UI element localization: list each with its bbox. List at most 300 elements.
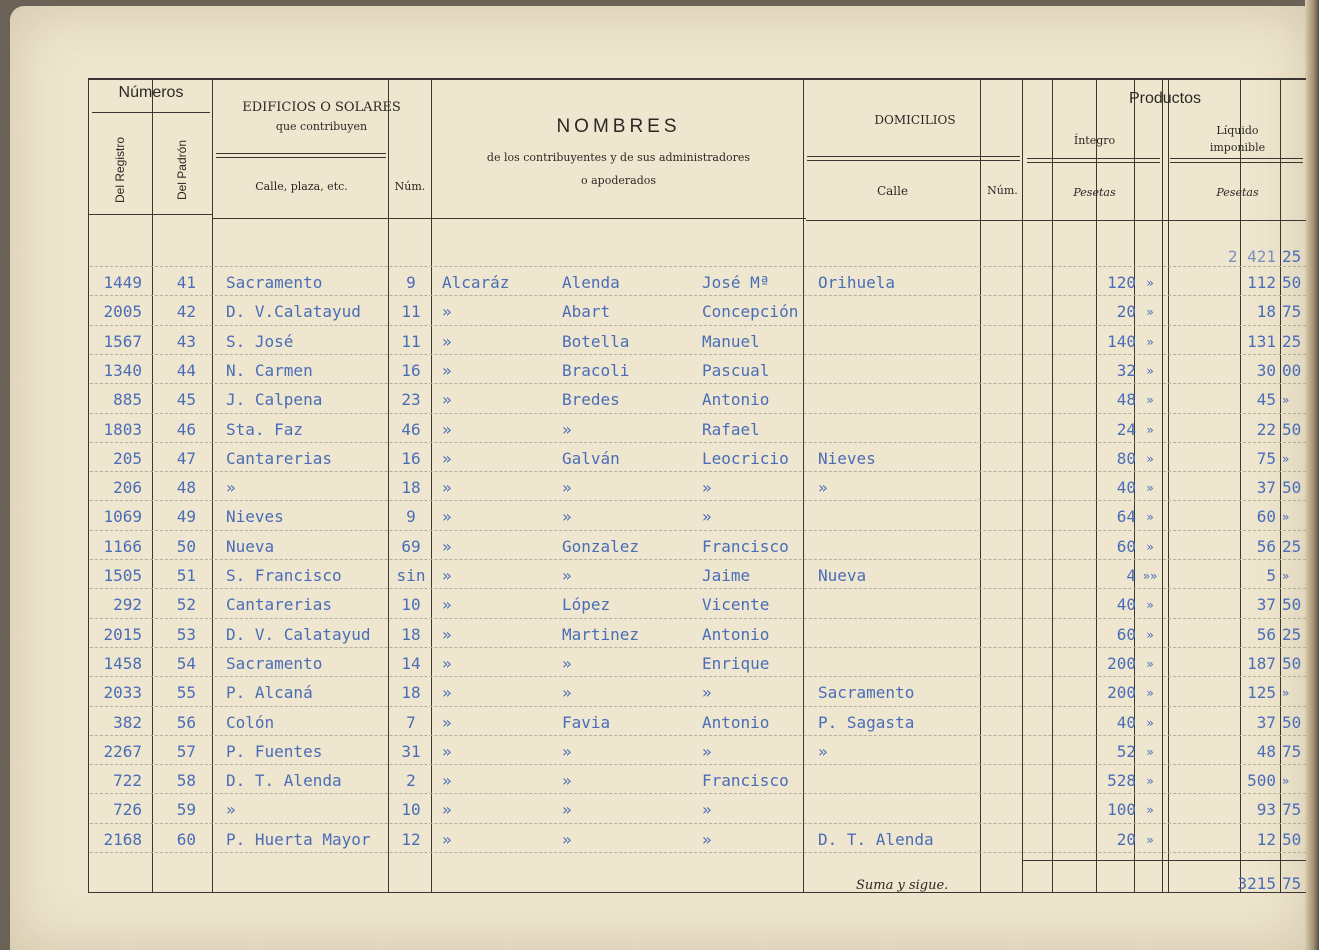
integro-pesetas: 120 xyxy=(1107,273,1136,292)
header-nombres: NOMBRES xyxy=(556,116,681,137)
header-edificios: EDIFICIOS O SOLARES xyxy=(242,100,401,115)
liquido-centimos: » xyxy=(1282,451,1290,466)
street-name: Sta. Faz xyxy=(226,419,304,439)
domicile-street: D. T. Alenda xyxy=(818,829,934,849)
header-num: Núm. xyxy=(394,180,426,193)
rule-line xyxy=(90,442,1306,443)
surname-first: » xyxy=(442,536,452,556)
registro-number: 1069 xyxy=(103,507,142,527)
rule-line xyxy=(90,647,1306,648)
street-name: N. Carmen xyxy=(226,360,313,380)
header-del-registro: Del Registro xyxy=(113,136,127,204)
header-del-padron: Del Padrón xyxy=(175,139,189,201)
padron-number: 50 xyxy=(176,536,196,556)
integro-pesetas: 64 xyxy=(1116,507,1136,527)
given-name: Francisco xyxy=(702,771,789,791)
given-name: Manuel xyxy=(702,331,760,351)
liquido-pesetas: 93 xyxy=(1256,800,1276,820)
rule-line xyxy=(807,160,1020,161)
surname-first: » xyxy=(442,566,452,585)
carry-over-pesetas: 2 421 xyxy=(1227,247,1276,266)
rule-line xyxy=(1052,78,1053,893)
given-name: » xyxy=(702,829,712,849)
integro-pesetas: 32 xyxy=(1116,360,1136,380)
surname-first: » xyxy=(442,331,452,351)
street-number: 7 xyxy=(406,712,416,732)
surname-first: » xyxy=(442,419,452,439)
liquido-centimos: » xyxy=(1282,510,1290,525)
registro-number: 206 xyxy=(113,478,142,498)
street-name: Nueva xyxy=(226,536,275,556)
header-dom-calle: Calle xyxy=(876,184,909,198)
rule-line xyxy=(90,823,1306,824)
surname-second: Favia xyxy=(562,712,611,732)
liquido-centimos: 50 xyxy=(1282,595,1302,615)
registro-number: 2015 xyxy=(103,624,142,644)
integro-centimos: » xyxy=(1146,832,1154,847)
integro-pesetas: 20 xyxy=(1116,302,1136,322)
street-number: 16 xyxy=(401,448,421,468)
street-number: 11 xyxy=(401,302,421,322)
surname-second: » xyxy=(562,566,572,585)
rule-line xyxy=(90,618,1306,619)
rule-line xyxy=(216,153,386,154)
surname-second: » xyxy=(562,507,572,527)
liquido-pesetas: 45 xyxy=(1256,390,1276,410)
domicile-street: P. Sagasta xyxy=(818,712,915,732)
liquido-pesetas: 12 xyxy=(1256,829,1276,849)
street-number: 46 xyxy=(401,419,421,439)
rule-line xyxy=(1280,78,1281,893)
rule-line xyxy=(431,78,432,893)
integro-centimos: » xyxy=(1146,715,1154,730)
rule-line xyxy=(1027,158,1160,159)
rule-line xyxy=(212,78,213,893)
given-name: Leocricio xyxy=(702,448,789,468)
padron-number: 57 xyxy=(176,741,196,761)
surname-first: » xyxy=(442,800,452,820)
integro-centimos: » xyxy=(1146,451,1154,466)
given-name: » xyxy=(702,683,712,703)
rule-line xyxy=(152,78,153,893)
given-name: » xyxy=(702,507,712,527)
integro-centimos: » xyxy=(1146,774,1154,789)
surname-second: Botella xyxy=(562,331,630,351)
registro-number: 2033 xyxy=(103,683,142,703)
integro-centimos: » xyxy=(1146,422,1154,437)
liquido-pesetas: 37 xyxy=(1256,712,1276,732)
total-centimos: 75 xyxy=(1282,874,1302,893)
liquido-pesetas: 30 xyxy=(1256,360,1276,380)
rule-line xyxy=(1170,162,1303,163)
padron-number: 52 xyxy=(176,595,196,615)
rule-line xyxy=(1170,158,1303,159)
rule-line xyxy=(90,735,1306,736)
surname-first: » xyxy=(442,360,452,380)
surname-second: » xyxy=(562,800,572,820)
registro-number: 1166 xyxy=(103,536,142,556)
street-number: 10 xyxy=(401,595,421,615)
street-name: P. Huerta Mayor xyxy=(226,829,371,849)
liquido-centimos: 25 xyxy=(1282,536,1302,556)
given-name: Pascual xyxy=(702,360,770,380)
padron-number: 51 xyxy=(176,566,196,585)
padron-number: 54 xyxy=(176,653,196,673)
header-dom-num: Núm. xyxy=(987,184,1018,197)
rule-line xyxy=(92,112,210,113)
registro-number: 722 xyxy=(113,771,142,791)
surname-second: » xyxy=(562,829,572,849)
integro-pesetas: 24 xyxy=(1116,419,1136,439)
rule-line xyxy=(90,295,1306,296)
integro-centimos: » xyxy=(1146,393,1154,408)
surname-first: » xyxy=(442,683,452,703)
integro-pesetas: 200 xyxy=(1107,653,1136,673)
header-integro: Íntegro xyxy=(1073,134,1116,147)
integro-pesetas: 100 xyxy=(1107,800,1136,820)
rule-line xyxy=(1027,162,1160,163)
domicile-street: Sacramento xyxy=(818,683,915,703)
liquido-centimos: » xyxy=(1282,686,1290,701)
integro-centimos: » xyxy=(1146,334,1154,349)
rule-line xyxy=(980,78,981,893)
padron-number: 41 xyxy=(176,273,196,292)
surname-first: » xyxy=(442,653,452,673)
integro-pesetas: 4 xyxy=(1126,566,1136,585)
liquido-centimos: 00 xyxy=(1282,360,1302,380)
integro-pesetas: 48 xyxy=(1116,390,1136,410)
padron-number: 43 xyxy=(176,331,196,351)
integro-centimos: » xyxy=(1146,539,1154,554)
street-number: 69 xyxy=(401,536,421,556)
given-name: José Mª xyxy=(702,273,770,292)
street-name: D. V.Calatayud xyxy=(226,302,361,322)
integro-centimos: » xyxy=(1146,686,1154,701)
given-name: Antonio xyxy=(702,624,770,644)
liquido-centimos: » xyxy=(1282,393,1290,408)
liquido-centimos: 50 xyxy=(1282,419,1302,439)
street-number: 11 xyxy=(401,331,421,351)
rule-line xyxy=(1162,78,1163,893)
liquido-centimos: 75 xyxy=(1282,302,1302,322)
street-name: S. José xyxy=(226,331,294,351)
given-name: Antonio xyxy=(702,390,770,410)
given-name: Jaime xyxy=(702,566,751,585)
liquido-pesetas: 500 xyxy=(1247,771,1276,791)
padron-number: 44 xyxy=(176,360,196,380)
given-name: Rafael xyxy=(702,419,760,439)
registro-number: 1505 xyxy=(103,566,142,585)
header-domicilios: DOMICILIOS xyxy=(874,113,956,127)
street-name: P. Alcaná xyxy=(226,683,313,703)
registro-number: 205 xyxy=(113,448,142,468)
street-number: 18 xyxy=(401,683,421,703)
surname-first: » xyxy=(442,478,452,498)
domicile-street: » xyxy=(818,478,828,498)
rule-line xyxy=(90,588,1306,589)
street-number: 10 xyxy=(401,800,421,820)
registro-number: 2267 xyxy=(103,741,142,761)
registro-number: 2168 xyxy=(103,829,142,849)
surname-second: Martinez xyxy=(562,624,640,644)
liquido-pesetas: 60 xyxy=(1256,507,1276,527)
street-name: » xyxy=(226,800,236,820)
padron-number: 48 xyxy=(176,478,196,498)
rule-line xyxy=(388,78,389,893)
integro-centimos: » xyxy=(1146,305,1154,320)
rule-line xyxy=(90,852,1306,853)
padron-number: 45 xyxy=(176,390,196,410)
suma-y-sigue: Suma y sigue. xyxy=(856,878,949,893)
integro-centimos: » xyxy=(1146,510,1154,525)
liquido-pesetas: 112 xyxy=(1247,273,1276,292)
street-name: » xyxy=(226,478,236,498)
surname-first: » xyxy=(442,741,452,761)
padron-number: 49 xyxy=(176,507,196,527)
surname-second: Bracoli xyxy=(562,360,630,380)
liquido-pesetas: 18 xyxy=(1256,302,1276,322)
surname-second: » xyxy=(562,653,572,673)
liquido-pesetas: 56 xyxy=(1256,624,1276,644)
registro-number: 382 xyxy=(113,712,142,732)
integro-pesetas: 40 xyxy=(1116,478,1136,498)
rule-line xyxy=(90,676,1306,677)
registro-number: 292 xyxy=(113,595,142,615)
registro-number: 885 xyxy=(113,390,142,410)
integro-centimos: » xyxy=(1146,481,1154,496)
liquido-centimos: 75 xyxy=(1282,800,1302,820)
integro-pesetas: 528 xyxy=(1107,771,1136,791)
liquido-pesetas: 187 xyxy=(1247,653,1276,673)
surname-first: » xyxy=(442,624,452,644)
street-number: 18 xyxy=(401,478,421,498)
rule-line xyxy=(216,157,386,158)
header-productos: Productos xyxy=(1128,90,1202,107)
padron-number: 42 xyxy=(176,302,196,322)
domicile-street: Nieves xyxy=(818,448,876,468)
integro-centimos: » xyxy=(1146,656,1154,671)
surname-first: » xyxy=(442,771,452,791)
surname-second: » xyxy=(562,771,572,791)
book-binding xyxy=(1305,0,1319,950)
rule-line xyxy=(1168,78,1169,893)
integro-centimos: »» xyxy=(1142,569,1158,583)
rule-line xyxy=(88,214,213,215)
padron-number: 60 xyxy=(176,829,196,849)
header-imponible: imponible xyxy=(1209,141,1266,154)
street-number: 2 xyxy=(406,771,416,791)
rule-line xyxy=(807,156,1020,157)
header-edificios-sub: que contribuyen xyxy=(275,120,368,133)
rule-line xyxy=(90,559,1306,560)
integro-pesetas: 60 xyxy=(1116,536,1136,556)
street-name: Cantarerias xyxy=(226,448,332,468)
surname-second: » xyxy=(562,419,572,439)
liquido-centimos: » xyxy=(1282,569,1290,583)
street-name: Colón xyxy=(226,712,275,732)
rule-line xyxy=(90,793,1306,794)
liquido-centimos: » xyxy=(1282,774,1290,789)
padron-number: 55 xyxy=(176,683,196,703)
surname-second: » xyxy=(562,478,572,498)
liquido-pesetas: 37 xyxy=(1256,478,1276,498)
rule-line xyxy=(90,471,1306,472)
liquido-centimos: 50 xyxy=(1282,653,1302,673)
street-number: 31 xyxy=(401,741,421,761)
integro-centimos: » xyxy=(1146,598,1154,613)
padron-number: 46 xyxy=(176,419,196,439)
given-name: Francisco xyxy=(702,536,789,556)
given-name: » xyxy=(702,478,712,498)
registro-number: 1340 xyxy=(103,360,142,380)
liquido-centimos: 75 xyxy=(1282,741,1302,761)
rule-line xyxy=(90,530,1306,531)
street-number: 18 xyxy=(401,624,421,644)
street-name: Sacramento xyxy=(226,273,323,292)
rule-line xyxy=(90,325,1306,326)
padron-number: 59 xyxy=(176,800,196,820)
registro-number: 1449 xyxy=(103,273,142,292)
liquido-centimos: 25 xyxy=(1282,624,1302,644)
padron-number: 53 xyxy=(176,624,196,644)
liquido-centimos: 25 xyxy=(1282,331,1302,351)
integro-pesetas: 60 xyxy=(1116,624,1136,644)
surname-second: » xyxy=(562,741,572,761)
rule-line xyxy=(90,706,1306,707)
registro-number: 1458 xyxy=(103,653,142,673)
integro-pesetas: 140 xyxy=(1107,331,1136,351)
rule-line xyxy=(88,78,89,893)
surname-second: Alenda xyxy=(562,273,620,292)
surname-first: » xyxy=(442,302,452,322)
rule-line xyxy=(1022,860,1306,861)
surname-second: Abart xyxy=(562,302,611,322)
header-pesetas-integro: Pesetas xyxy=(1073,186,1116,199)
total-pesetas: 3215 xyxy=(1237,874,1276,893)
surname-second: López xyxy=(562,595,611,615)
header-nombres-sub1: de los contribuyentes y de sus administradores xyxy=(486,151,751,164)
surname-second: Bredes xyxy=(562,390,620,410)
surname-first: » xyxy=(442,390,452,410)
integro-pesetas: 80 xyxy=(1116,448,1136,468)
rule-line xyxy=(88,78,1306,80)
liquido-centimos: 50 xyxy=(1282,478,1302,498)
header-liquido: Líquido xyxy=(1216,124,1259,137)
rule-line xyxy=(90,383,1306,384)
rule-line xyxy=(90,413,1306,414)
street-name: J. Calpena xyxy=(226,390,323,410)
liquido-pesetas: 75 xyxy=(1256,448,1276,468)
street-name: S. Francisco xyxy=(226,566,342,585)
street-name: Nieves xyxy=(226,507,284,527)
surname-first: » xyxy=(442,829,452,849)
street-name: D. T. Alenda xyxy=(226,771,342,791)
liquido-centimos: 50 xyxy=(1282,273,1302,292)
liquido-centimos: 50 xyxy=(1282,712,1302,732)
integro-centimos: » xyxy=(1146,276,1154,290)
integro-pesetas: 200 xyxy=(1107,683,1136,703)
rule-line xyxy=(1022,78,1023,893)
integro-centimos: » xyxy=(1146,363,1154,378)
registro-number: 726 xyxy=(113,800,142,820)
registro-number: 2005 xyxy=(103,302,142,322)
given-name: Vicente xyxy=(702,595,770,615)
liquido-centimos: 50 xyxy=(1282,829,1302,849)
carry-over-centimos: 25 xyxy=(1282,247,1302,266)
surname-second: Galván xyxy=(562,448,620,468)
surname-second: Gonzalez xyxy=(562,536,640,556)
padron-number: 56 xyxy=(176,712,196,732)
street-name: Cantarerias xyxy=(226,595,332,615)
surname-first: Alcaráz xyxy=(442,273,510,292)
street-number: 9 xyxy=(406,507,416,527)
street-number: 23 xyxy=(401,390,421,410)
liquido-pesetas: 131 xyxy=(1247,331,1276,351)
street-number: 12 xyxy=(401,829,421,849)
rule-line xyxy=(90,500,1306,501)
header-calle-plaza: Calle, plaza, etc. xyxy=(255,180,348,193)
liquido-pesetas: 56 xyxy=(1256,536,1276,556)
street-number: 14 xyxy=(401,653,421,673)
liquido-pesetas: 5 xyxy=(1266,566,1276,585)
integro-centimos: » xyxy=(1146,627,1154,642)
surname-first: » xyxy=(442,507,452,527)
street-number: 9 xyxy=(406,273,416,292)
liquido-pesetas: 37 xyxy=(1256,595,1276,615)
domicile-street: » xyxy=(818,741,828,761)
street-number: 16 xyxy=(401,360,421,380)
street-name: P. Fuentes xyxy=(226,741,323,761)
padron-number: 58 xyxy=(176,771,196,791)
given-name: » xyxy=(702,800,712,820)
given-name: Concepción xyxy=(702,302,799,322)
header-numeros: Números xyxy=(118,84,184,101)
rule-line xyxy=(90,266,1306,267)
surname-first: » xyxy=(442,448,452,468)
rule-line xyxy=(88,892,1306,893)
liquido-pesetas: 22 xyxy=(1256,419,1276,439)
integro-pesetas: 40 xyxy=(1116,712,1136,732)
domicile-street: Orihuela xyxy=(818,273,896,292)
integro-pesetas: 20 xyxy=(1116,829,1136,849)
surname-second: » xyxy=(562,683,572,703)
liquido-pesetas: 48 xyxy=(1256,741,1276,761)
registro-number: 1567 xyxy=(103,331,142,351)
header-pesetas-liquido: Pesetas xyxy=(1216,186,1259,199)
street-number: sin xyxy=(396,566,426,585)
liquido-pesetas: 125 xyxy=(1247,683,1276,703)
surname-first: » xyxy=(442,712,452,732)
surname-first: » xyxy=(442,595,452,615)
integro-centimos: » xyxy=(1146,744,1154,759)
padron-number: 47 xyxy=(176,448,196,468)
rule-line xyxy=(90,764,1306,765)
given-name: Antonio xyxy=(702,712,770,732)
street-name: Sacramento xyxy=(226,653,323,673)
integro-pesetas: 52 xyxy=(1116,741,1136,761)
given-name: Enrique xyxy=(702,653,770,673)
given-name: » xyxy=(702,741,712,761)
registro-number: 1803 xyxy=(103,419,142,439)
integro-pesetas: 40 xyxy=(1116,595,1136,615)
street-name: D. V. Calatayud xyxy=(226,624,371,644)
domicile-street: Nueva xyxy=(818,566,867,585)
rule-line xyxy=(90,354,1306,355)
rule-line xyxy=(213,218,806,219)
header-nombres-sub2: o apoderados xyxy=(580,174,657,187)
rule-line xyxy=(806,220,1306,221)
integro-centimos: » xyxy=(1146,803,1154,818)
